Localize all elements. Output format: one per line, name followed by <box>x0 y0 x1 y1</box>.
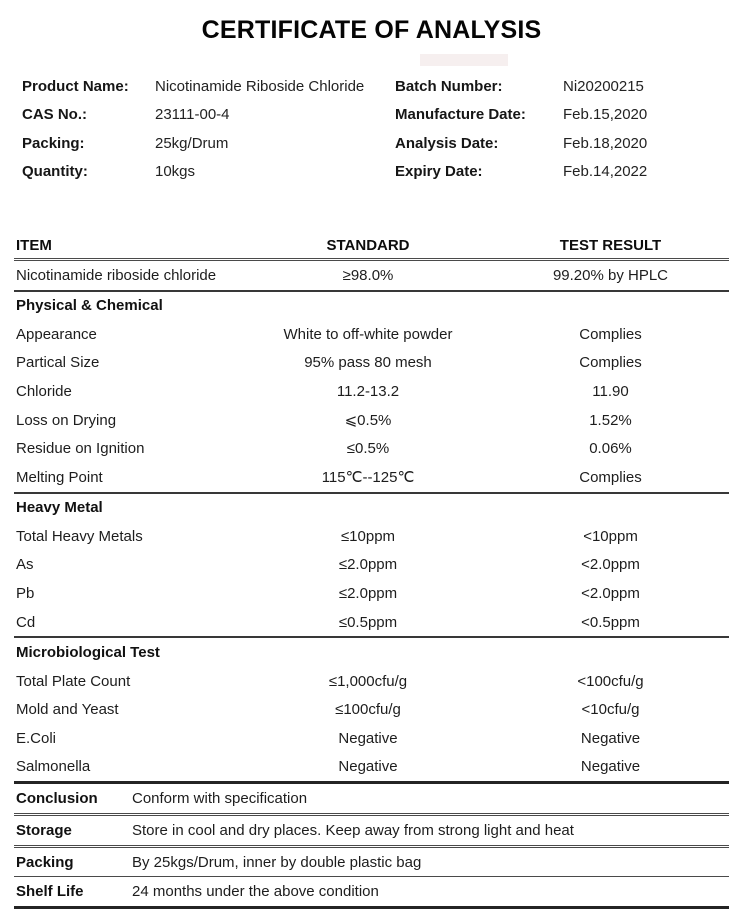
standard-cell: ≤2.0ppm <box>338 584 398 602</box>
standard-cell: ≤100cfu/g <box>335 701 401 719</box>
item-cell: Appearance <box>16 325 97 343</box>
product-name-value: Nicotinamide Riboside Chloride <box>155 77 365 95</box>
table-row <box>14 377 729 406</box>
item-cell: Total Heavy Metals <box>16 527 143 545</box>
analysis-date-label: Analysis Date: <box>395 134 499 152</box>
table-row <box>14 608 729 637</box>
header-test-result: TEST RESULT <box>559 236 662 254</box>
result-cell: <2.0ppm <box>581 584 640 602</box>
standard-cell: ⩽0.5% <box>344 412 392 430</box>
item-cell: Nicotinamide riboside chloride <box>16 266 217 284</box>
standard-cell: Negative <box>338 758 398 776</box>
section-header-heavy-metal: Heavy Metal <box>16 499 103 517</box>
standard-cell: ≤2.0ppm <box>338 556 398 574</box>
product-name-label: Product Name: <box>22 77 129 95</box>
result-cell: <2.0ppm <box>581 556 640 574</box>
divider <box>14 906 729 909</box>
result-cell: 0.06% <box>589 440 632 458</box>
packing-row <box>14 848 729 877</box>
table-row <box>14 406 729 435</box>
standard-cell: ≤0.5ppm <box>338 613 398 631</box>
item-cell: Partical Size <box>16 354 100 372</box>
result-cell: 11.90 <box>592 382 629 400</box>
result-cell: Negative <box>580 758 641 776</box>
shelf-life-row <box>14 877 729 906</box>
packing-row-value: By 25kgs/Drum, inner by double plastic bag <box>132 853 422 871</box>
table-row <box>14 579 729 608</box>
item-cell: Melting Point <box>16 468 103 486</box>
info-row <box>22 101 722 130</box>
result-cell: Negative <box>580 729 641 747</box>
section-header-physical-chemical: Physical & Chemical <box>16 297 163 315</box>
storage-row <box>14 816 729 845</box>
item-cell: Salmonella <box>16 758 91 776</box>
conclusion-label: Conclusion <box>16 789 98 807</box>
result-cell: <100cfu/g <box>577 672 644 690</box>
cas-no-value: 23111-00-4 <box>155 106 230 124</box>
table-row <box>14 551 729 580</box>
header-item: ITEM <box>16 236 52 254</box>
storage-label: Storage <box>16 821 72 839</box>
table-row <box>14 752 729 781</box>
item-cell: Total Plate Count <box>16 672 131 690</box>
standard-cell: ≥98.0% <box>342 266 394 284</box>
table-row <box>14 434 729 463</box>
table-row <box>14 320 729 349</box>
result-cell: Complies <box>579 354 642 372</box>
product-info-block <box>22 72 722 186</box>
scan-artifact <box>420 54 508 66</box>
table-row <box>14 522 729 551</box>
item-cell: As <box>16 556 34 574</box>
result-cell: Complies <box>579 325 642 343</box>
standard-cell: ≤1,000cfu/g <box>328 672 408 690</box>
quantity-value: 10kgs <box>155 163 196 181</box>
conclusion-value: Conform with specification <box>132 789 308 807</box>
quantity-label: Quantity: <box>22 163 88 181</box>
expiry-date-value: Feb.14,2022 <box>563 163 648 181</box>
standard-cell: 115℃--125℃ <box>321 469 415 487</box>
item-cell: Cd <box>16 613 36 631</box>
analysis-table <box>14 232 729 781</box>
standard-cell: 95% pass 80 mesh <box>304 354 432 372</box>
table-row <box>14 667 729 696</box>
standard-cell: Negative <box>338 729 398 747</box>
conclusion-row <box>14 784 729 813</box>
result-cell: 1.52% <box>589 411 632 429</box>
item-cell: Chloride <box>16 382 72 400</box>
summary-block <box>14 781 729 909</box>
result-cell: <0.5ppm <box>581 613 640 631</box>
batch-number-value: Ni20200215 <box>563 77 644 95</box>
manufacture-date-label: Manufacture Date: <box>395 106 526 124</box>
result-cell: <10ppm <box>583 527 638 545</box>
result-cell: Complies <box>579 468 642 486</box>
expiry-date-label: Expiry Date: <box>395 163 483 181</box>
section-header-microbiological: Microbiological Test <box>16 644 160 661</box>
analysis-date-value: Feb.18,2020 <box>563 134 648 152</box>
standard-cell: 11.2-13.2 <box>336 382 400 400</box>
packing-row-label: Packing <box>16 853 74 871</box>
info-row <box>22 129 722 158</box>
info-row <box>22 158 722 187</box>
table-row <box>14 463 729 492</box>
shelf-life-label: Shelf Life <box>16 883 84 901</box>
shelf-life-value: 24 months under the above condition <box>132 883 379 901</box>
packing-label: Packing: <box>22 134 85 152</box>
item-cell: Loss on Drying <box>16 411 117 429</box>
table-row <box>14 261 729 290</box>
table-header-row <box>14 232 729 258</box>
standard-cell: White to off-white powder <box>283 325 453 343</box>
standard-cell: ≤10ppm <box>340 527 396 545</box>
item-cell: Mold and Yeast <box>16 701 119 719</box>
cas-no-label: CAS No.: <box>22 106 87 124</box>
item-cell: Pb <box>16 584 35 602</box>
result-cell: 99.20% by HPLC <box>552 266 669 284</box>
header-standard: STANDARD <box>326 236 410 254</box>
packing-value: 25kg/Drum <box>155 134 229 152</box>
result-cell: <10cfu/g <box>581 701 640 719</box>
item-cell: E.Coli <box>16 729 57 747</box>
batch-number-label: Batch Number: <box>395 77 503 95</box>
page-title: CERTIFICATE OF ANALYSIS <box>201 16 542 44</box>
manufacture-date-value: Feb.15,2020 <box>563 106 648 124</box>
item-cell: Residue on Ignition <box>16 440 145 458</box>
standard-cell: ≤0.5% <box>346 440 390 458</box>
table-row <box>14 724 729 753</box>
table-row <box>14 349 729 378</box>
info-row <box>22 72 722 101</box>
storage-value: Store in cool and dry places. Keep away from strong light and heat <box>132 821 574 839</box>
table-row <box>14 695 729 724</box>
